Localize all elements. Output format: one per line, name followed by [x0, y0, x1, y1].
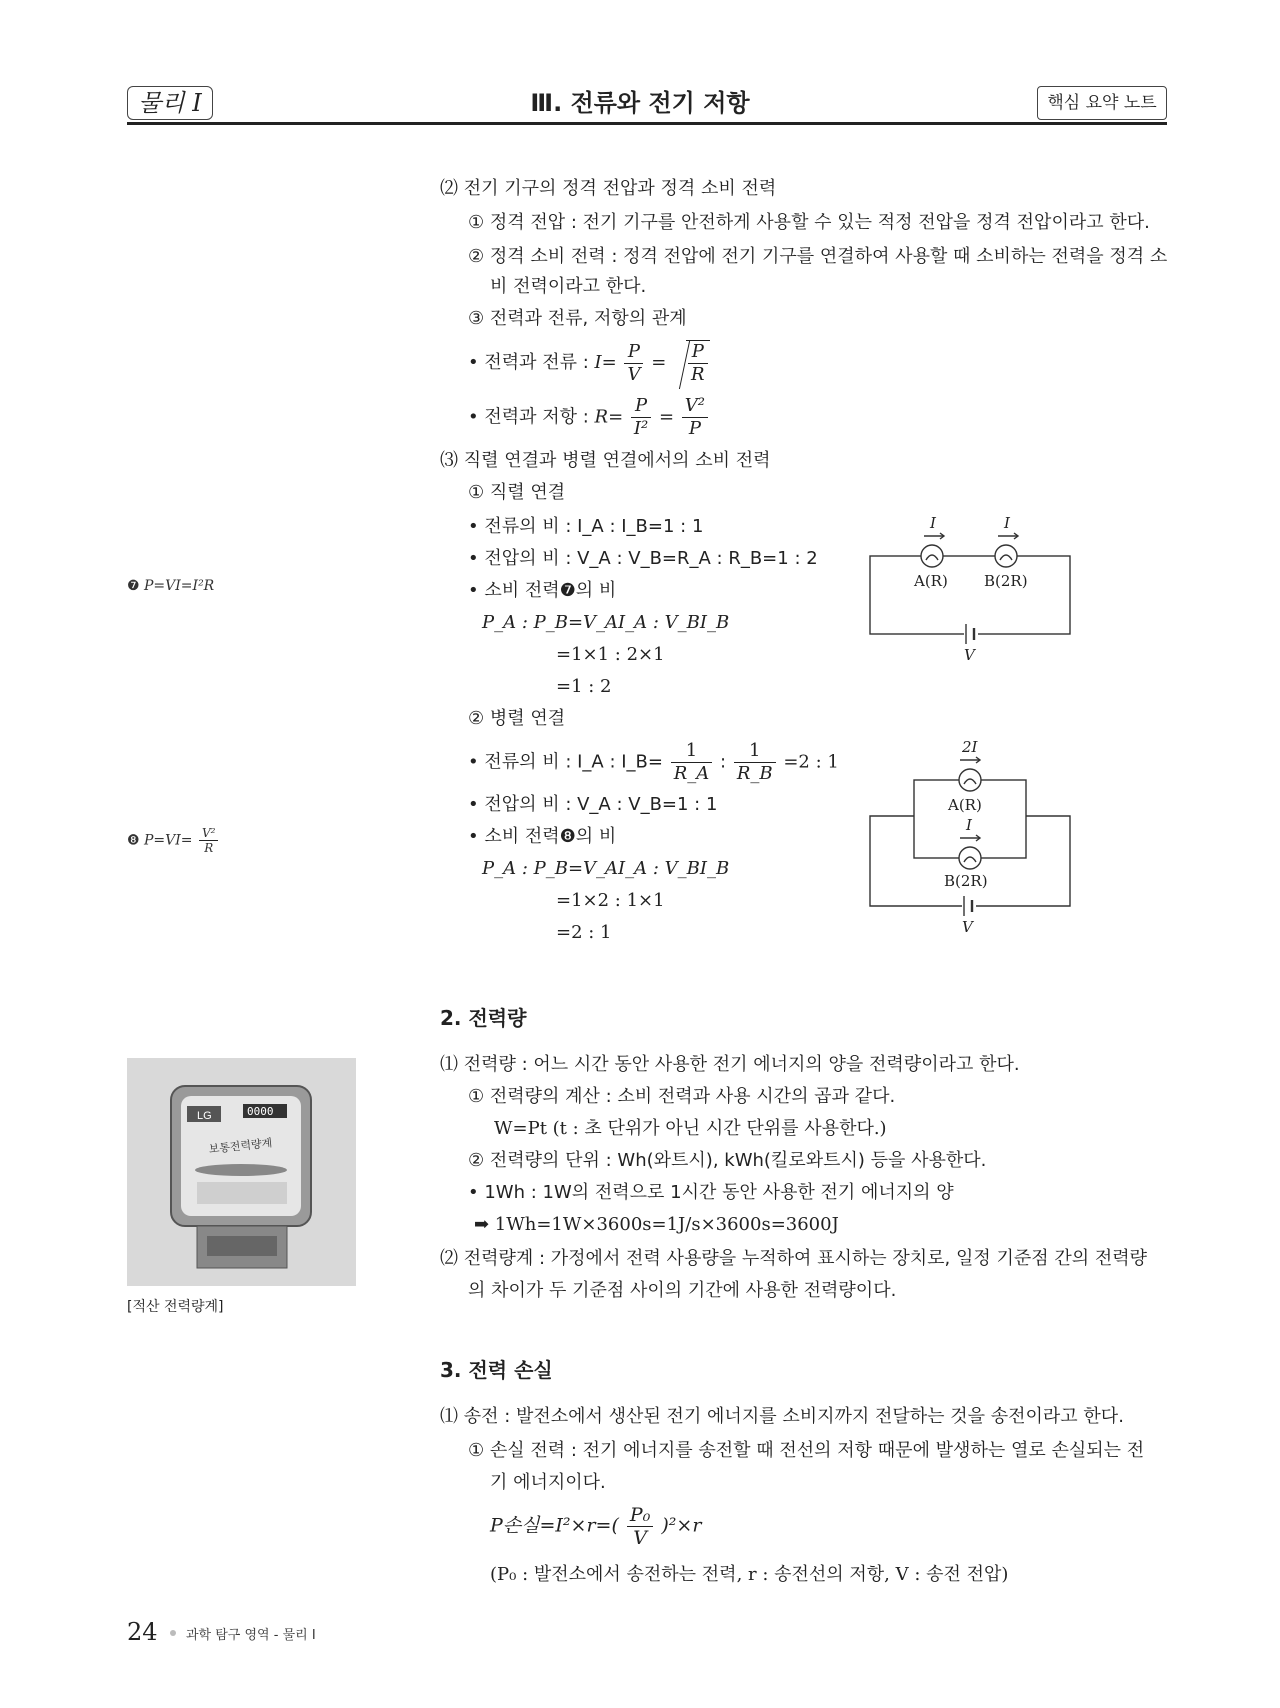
f1-eq: = — [651, 352, 667, 373]
sidenote-7 — [127, 578, 214, 594]
parallel-result: =2 : 1 — [783, 751, 839, 773]
power-resistance-formula — [468, 395, 710, 440]
loss-lhs: P손실=I²×r=( — [490, 1514, 619, 1537]
subject-label: 물리 I — [127, 86, 213, 120]
parallel-bulb-a-label: A(R) — [948, 796, 982, 814]
sqrt-sign — [686, 340, 710, 386]
series-bulb-a-label: A(R) — [914, 572, 948, 590]
series-bulb-b-label: B(2R) — [984, 572, 1028, 590]
loss-frac — [627, 1504, 653, 1549]
parallel-eq3: =2 : 1 — [556, 922, 612, 943]
parallel-frac1 — [671, 740, 713, 785]
parallel-frac2 — [734, 740, 776, 785]
s3-note: (P₀ : 발전소에서 송전하는 전력, r : 송전선의 저항, V : 송전 전압) — [490, 1564, 1009, 1585]
s3-p1-1a: ① 손실 전력 : 전기 에너지를 송전할 때 전선의 저항 때문에 발생하는 열로 손실되는 전 — [468, 1440, 1145, 1461]
f1-label: • 전력과 전류 : — [468, 352, 595, 373]
s2-p1-4: ➡ 1Wh=1W×3600s=1J/s×3600s=3600J — [474, 1214, 839, 1235]
footer-text: 과학 탐구 영역 - 물리 Ⅰ — [186, 1628, 316, 1643]
sidenote-8-marker: ❽ — [127, 832, 140, 849]
header-divider — [127, 122, 1167, 125]
f1-frac1 — [624, 341, 643, 386]
photo-caption: [적산 전력량계] — [127, 1299, 224, 1315]
s2-p1-3: • 1Wh : 1W의 전력으로 1시간 동안 사용한 전기 에너지의 양 — [468, 1182, 954, 1203]
p3-title: ⑶ 직렬 연결과 병렬 연결에서의 소비 전력 — [440, 450, 771, 471]
meter-label: 보통전력량계 — [208, 1136, 273, 1156]
loss-num: P₀ — [627, 1504, 653, 1527]
f2-num2: V² — [682, 395, 708, 418]
electricity-meter-photo — [127, 1058, 356, 1286]
s2-p1: ⑴ 전력량 : 어느 시간 동안 사용한 전기 에너지의 양을 전력량이라고 한다. — [440, 1054, 1020, 1075]
s2-p2b: 의 차이가 두 기준점 사이의 기간에 사용한 전력량이다. — [468, 1280, 897, 1301]
s3-p1: ⑴ 송전 : 발전소에서 생산된 전기 에너지를 소비지까지 전달하는 것을 송전이라고 한다. — [440, 1406, 1124, 1427]
section-tag: 핵심 요약 노트 — [1037, 86, 1167, 120]
p2-item2b: 비 전력이라고 한다. — [490, 276, 647, 297]
s2-p1-2: ② 전력량의 단위 : Wh(와트시), kWh(킬로와트시) 등을 사용한다. — [468, 1150, 987, 1171]
f2-den2: P — [688, 418, 701, 439]
sidenote-8 — [127, 826, 220, 855]
loss-rhs: )²×r — [661, 1514, 702, 1537]
s2-p1-1: ① 전력량의 계산 : 소비 전력과 사용 시간의 곱과 같다. — [468, 1086, 896, 1107]
section3-title: 3. 전력 손실 — [440, 1358, 553, 1382]
p2-item3: ③ 전력과 전류, 저항의 관계 — [468, 308, 687, 329]
parallel-den1: R_A — [673, 763, 710, 784]
f1-num2: P — [688, 341, 708, 364]
series-voltage: • 전압의 비 : V_A : V_B=R_A : R_B=1 : 2 — [468, 548, 818, 569]
s3-p1-1b: 기 에너지이다. — [490, 1472, 606, 1493]
f2-frac2 — [682, 395, 708, 440]
f2-den1: I² — [633, 418, 649, 439]
series-current: • 전류의 비 : I_A : I_B=1 : 1 — [468, 516, 704, 537]
sidenote-8-fraction — [199, 826, 218, 855]
series-title: ① 직렬 연결 — [468, 482, 566, 503]
p2-item2a: ② 정격 소비 전력 : 정격 전압에 전기 기구를 연결하여 사용할 때 소비하는 전력을 정격 소 — [468, 246, 1168, 267]
parallel-current — [468, 740, 839, 785]
parallel-title: ② 병렬 연결 — [468, 708, 566, 729]
parallel-colon: : — [720, 751, 732, 773]
section2-title: 2. 전력량 — [440, 1006, 527, 1030]
parallel-den2: R_B — [736, 763, 773, 784]
f1-frac2 — [688, 341, 708, 386]
series-eq2: =1×1 : 2×1 — [556, 644, 665, 665]
bulb-b-icon — [995, 545, 1017, 567]
parallel-label-2i: 2I — [962, 738, 978, 756]
f1-den1: V — [627, 363, 641, 385]
f1-lhs: I= — [594, 352, 617, 373]
sidenote-8-lhs: P=VI= — [144, 832, 193, 849]
bulb-a-icon — [921, 545, 943, 567]
series-circuit-diagram — [860, 510, 1080, 670]
parallel-label-i: I — [966, 816, 972, 834]
parallel-battery-label: V — [962, 918, 973, 936]
meter-counter: 0000 — [247, 1105, 274, 1118]
f2-eq: = — [658, 406, 675, 428]
f2-num1: P — [631, 395, 651, 418]
series-label-i1: I — [930, 514, 936, 532]
parallel-voltage: • 전압의 비 : V_A : V_B=1 : 1 — [468, 794, 718, 815]
loss-den: V — [633, 1527, 647, 1549]
s2-p2a: ⑵ 전력량계 : 가정에서 전력 사용량을 누적하여 표시하는 장치로, 일정 기준점 간의 전력량 — [440, 1248, 1148, 1269]
series-circuit-wire — [870, 556, 1070, 634]
chapter-title: Ⅲ. 전류와 전기 저항 — [530, 89, 750, 117]
f1-num1: P — [624, 341, 643, 364]
parallel-power-label: • 소비 전력❽의 비 — [468, 826, 617, 847]
sidenote-8-den: R — [204, 841, 214, 855]
parallel-num2: 1 — [734, 740, 776, 763]
parallel-eq2: =1×2 : 1×1 — [556, 890, 665, 911]
bulb-b-icon — [959, 847, 981, 869]
power-current-formula — [468, 340, 710, 386]
parallel-current-label: • 전류의 비 : I_A : I_B= — [468, 751, 663, 773]
p2-item1: ① 정격 전압 : 전기 기구를 안전하게 사용할 수 있는 적정 전압을 정격 전압이라고 한다. — [468, 212, 1150, 233]
p2-title: ⑵ 전기 기구의 정격 전압과 정격 소비 전력 — [440, 178, 777, 199]
page-number: 24 — [127, 1618, 158, 1646]
sidenote-7-formula: P=VI=I²R — [144, 578, 215, 594]
series-eq3: =1 : 2 — [556, 676, 612, 697]
series-power-label: • 소비 전력❼의 비 — [468, 580, 617, 601]
sidenote-7-marker: ❼ — [127, 578, 140, 594]
s2-p1-1-formula: W=Pt (t : 초 단위가 아닌 시간 단위를 사용한다.) — [494, 1118, 887, 1139]
sidenote-8-num: V² — [199, 826, 218, 841]
f2-lhs: R= — [594, 406, 624, 428]
f1-den2: R — [691, 364, 705, 385]
power-loss-formula — [490, 1504, 701, 1549]
series-eq1: P_A : P_B=V_AI_A : V_BI_B — [482, 612, 730, 633]
series-label-i2: I — [1004, 514, 1010, 532]
parallel-eq1: P_A : P_B=V_AI_A : V_BI_B — [482, 858, 730, 879]
footer-dot — [170, 1630, 176, 1636]
meter-brand: LG — [197, 1110, 212, 1122]
f2-frac1 — [631, 395, 651, 440]
parallel-num1: 1 — [671, 740, 713, 763]
bulb-a-icon — [959, 769, 981, 791]
parallel-circuit-diagram — [860, 738, 1080, 938]
parallel-bulb-b-label: B(2R) — [944, 872, 988, 890]
f2-label: • 전력과 저항 : — [468, 406, 595, 428]
series-battery-label: V — [964, 646, 975, 664]
